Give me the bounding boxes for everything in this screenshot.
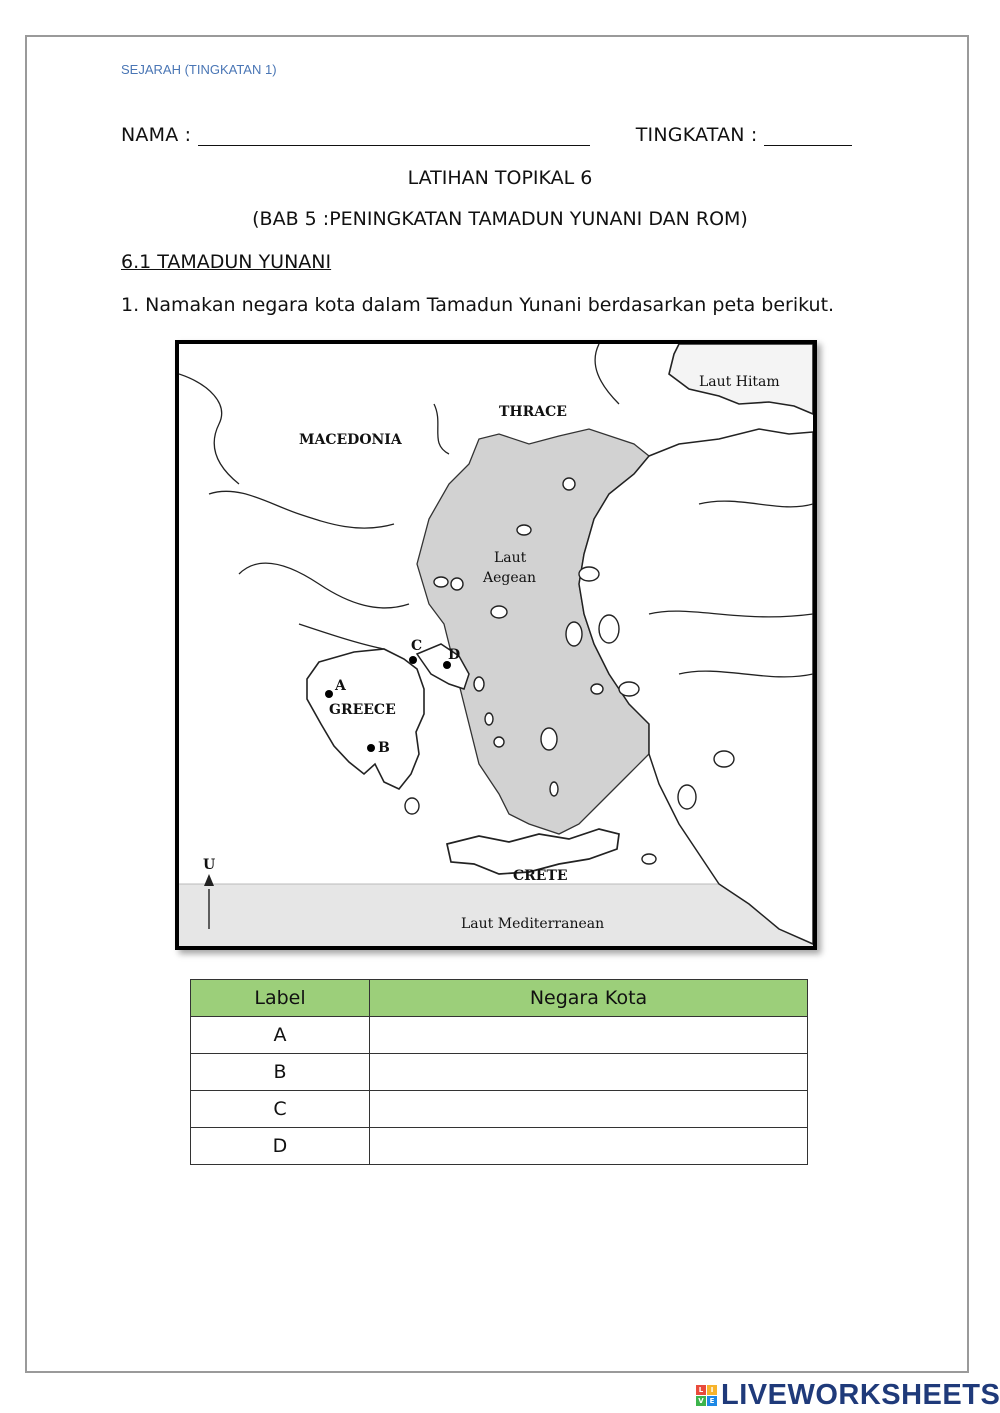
map-label-laut-hitam: Laut Hitam [699,374,780,390]
table-row [191,1128,808,1165]
table-row [191,1054,808,1091]
table-row [191,1017,808,1054]
mediterranean-sea-shape [179,884,813,946]
page-subtitle: (BAB 5 :PENINGKATAN TAMADUN YUNANI DAN ROM) [252,208,748,230]
peloponnese-shape [307,649,424,789]
question-text: 1. Namakan negara kota dalam Tamadun Yunani berdasarkan peta berikut. [121,294,835,316]
row-label: D [191,1128,370,1165]
logo-letter-i: I [707,1385,717,1395]
map-label-macedonia: MACEDONIA [299,432,402,448]
subject-header: SEJARAH (TINGKATAN 1) [121,62,277,77]
map-label-greece: GREECE [329,702,396,718]
logo-icon [696,1385,717,1406]
row-label: C [191,1091,370,1128]
logo-text: LIVEWORKSHEETS [721,1378,1000,1411]
point-b-label: B [378,740,390,756]
point-c-marker [409,656,417,664]
answer-input[interactable] [370,1017,808,1054]
point-a-label: A [335,678,346,694]
point-d-label: D [448,647,461,663]
logo-letter-e: E [707,1396,717,1406]
form-field[interactable] [764,127,852,146]
row-label: B [191,1054,370,1091]
logo-letter-l: L [696,1385,706,1395]
point-b-marker [367,744,375,752]
logo-letter-v: V [696,1396,706,1406]
answer-input[interactable] [370,1091,808,1128]
liveworksheets-logo[interactable] [696,1378,1000,1412]
map-label-mediterranean: Laut Mediterranean [461,916,605,932]
map-label-thrace: THRACE [499,404,567,420]
student-info-line [121,124,852,146]
answer-table [190,979,808,1165]
table-header-row [191,980,808,1017]
point-a-marker [325,690,333,698]
map-svg [179,344,813,946]
map-label-crete: CRETE [513,868,568,884]
name-field[interactable] [198,127,590,146]
page-title: LATIHAN TOPIKAL 6 [407,167,593,189]
point-c-label: C [411,638,423,654]
form-label: TINGKATAN : [635,124,758,146]
answer-input[interactable] [370,1054,808,1091]
row-label: A [191,1017,370,1054]
section-heading: 6.1 TAMADUN YUNANI [121,251,332,273]
header-label: Label [191,980,370,1017]
map-label-laut: Laut [494,550,527,566]
answer-input[interactable] [370,1128,808,1165]
north-label: U [203,857,216,873]
name-label: NAMA : [121,124,192,146]
header-negara-kota: Negara Kota [370,980,808,1017]
map-label-aegean: Aegean [483,570,537,586]
greece-map [175,340,817,950]
table-row [191,1091,808,1128]
